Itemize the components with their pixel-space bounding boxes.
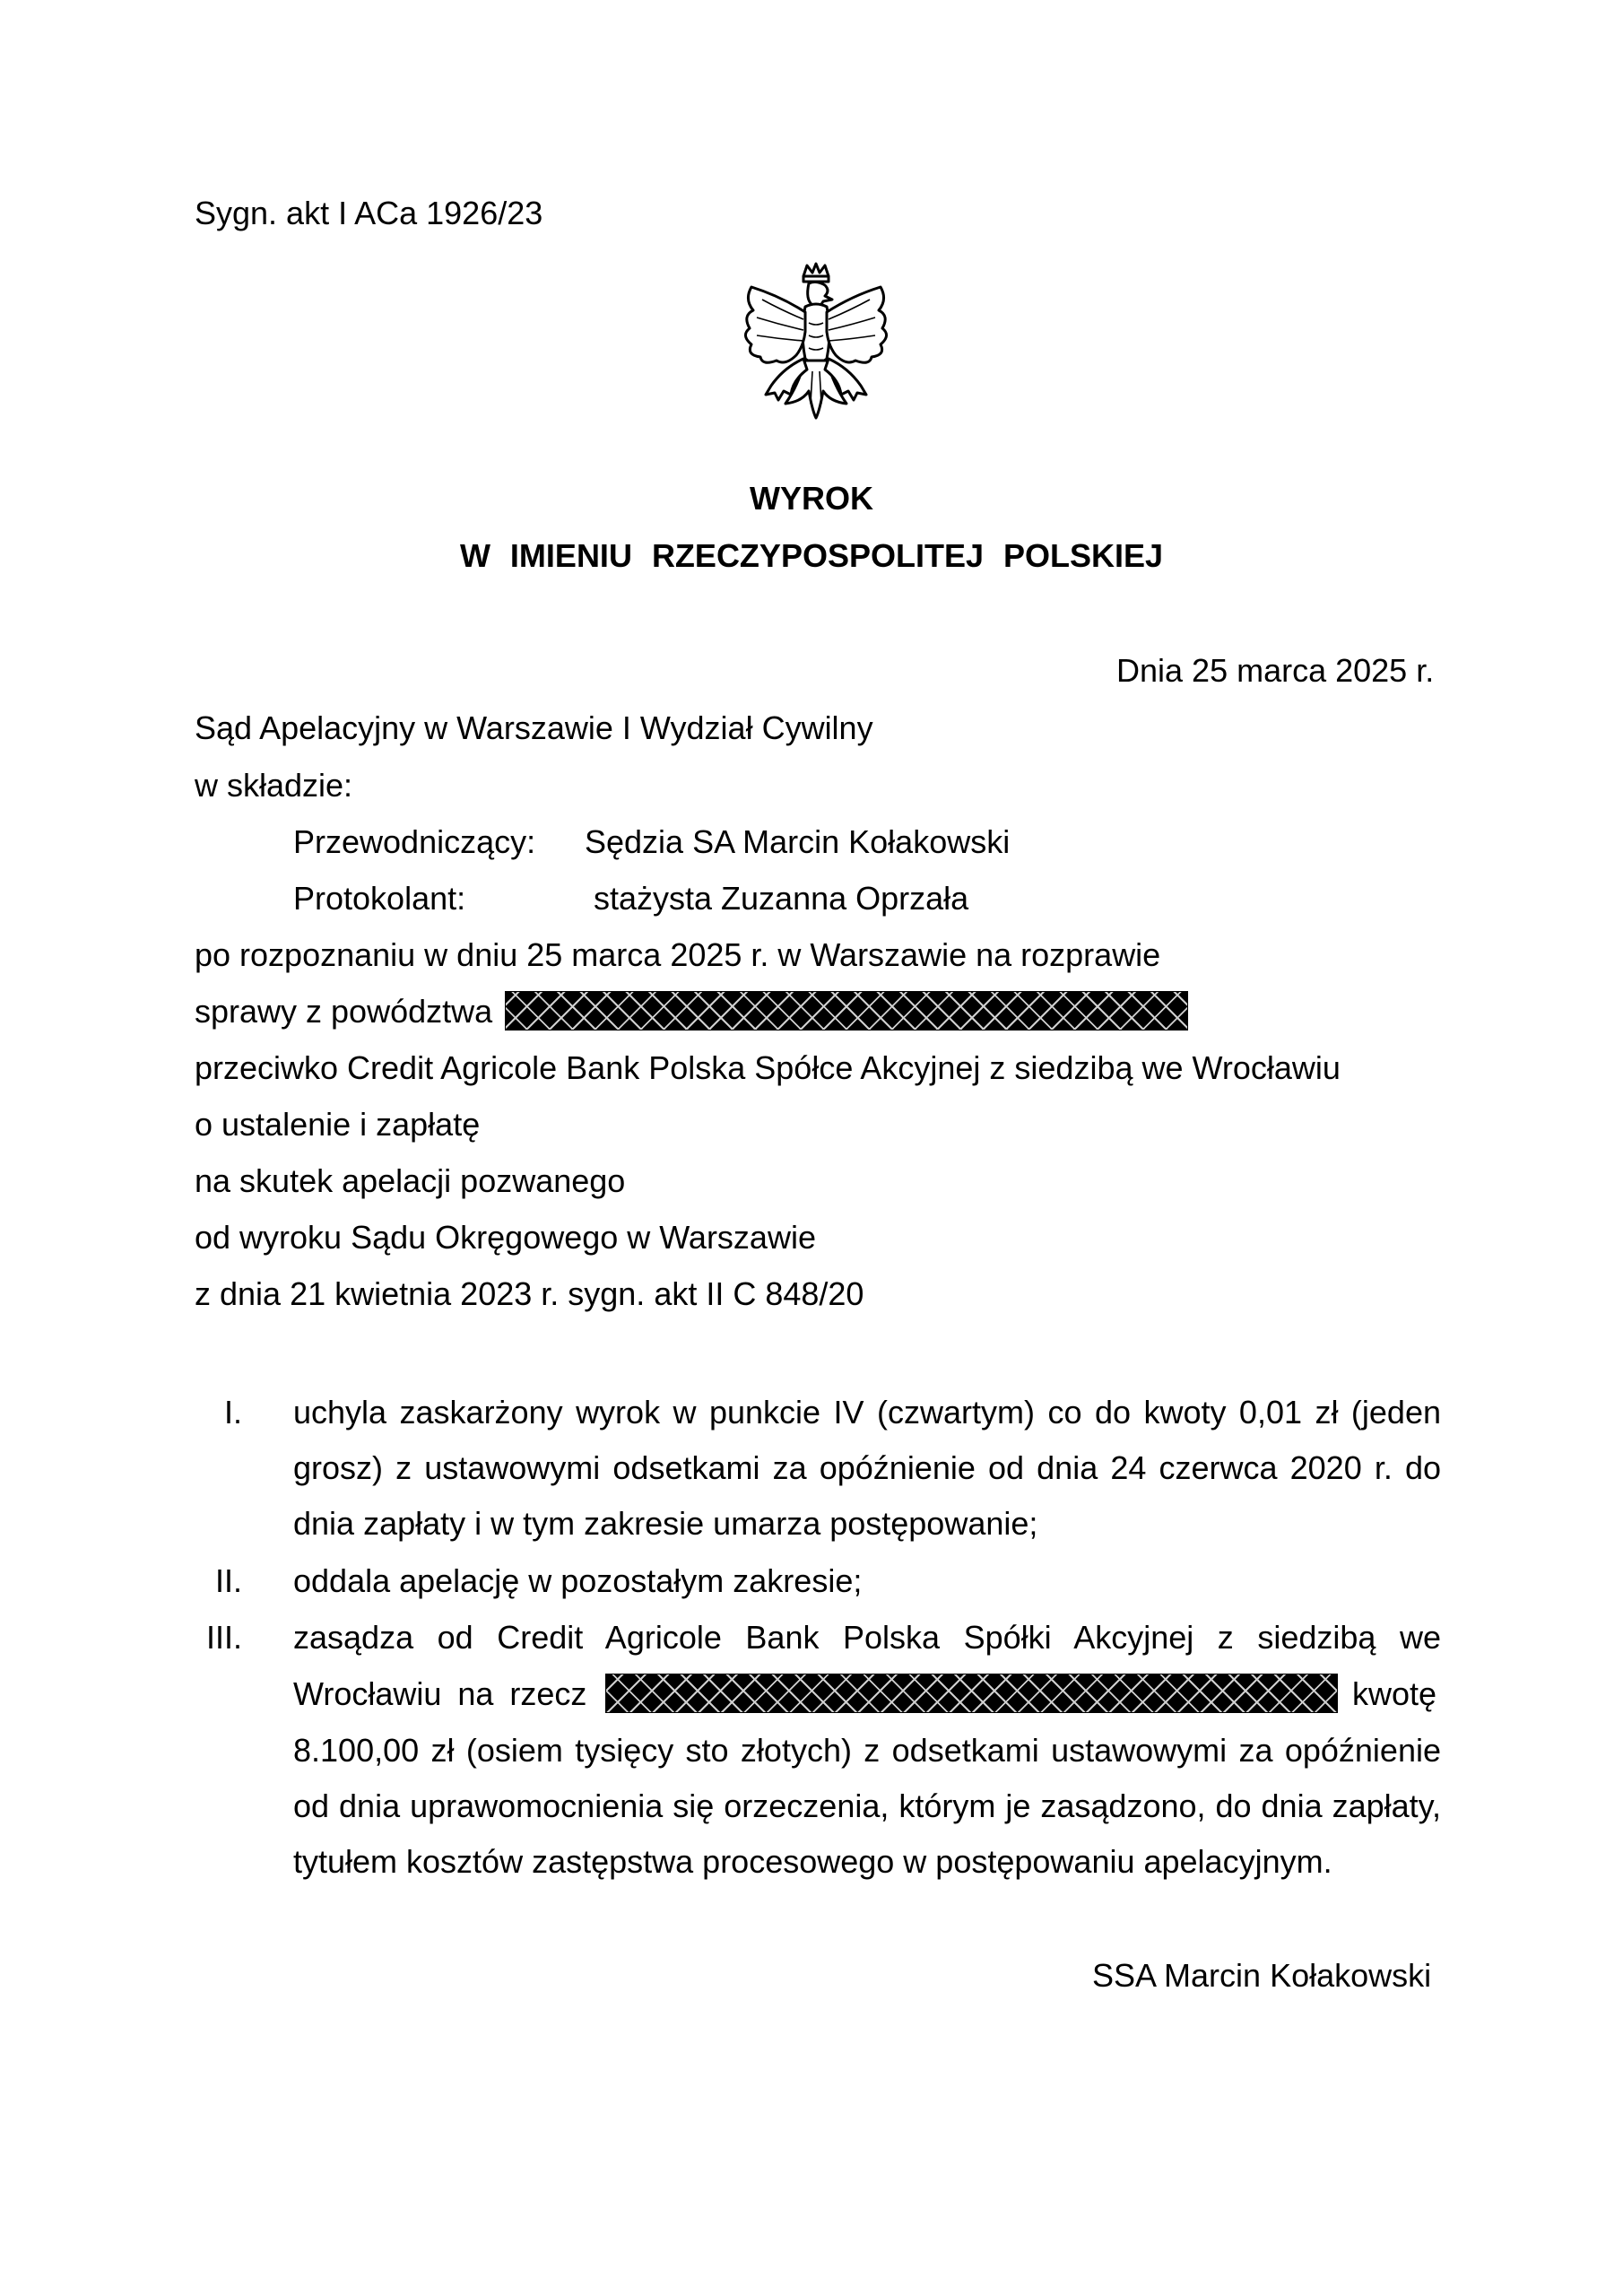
ruling-2-text: oddala apelację w pozostałym zakresie; <box>293 1562 863 1599</box>
defendant-line: przeciwko Credit Agricole Bank Polska Spółce Akcyjnej z siedzibą we Wrocławiu <box>195 1049 1341 1086</box>
judge-signature: SSA Marcin Kołakowski <box>1092 1957 1432 1994</box>
case-signature: Sygn. akt I ACa 1926/23 <box>195 195 543 231</box>
ruling-3-line-1: zasądza od Credit Agricole Bank Polska Spółki Akcyjnej z siedzibą we <box>293 1619 1441 1656</box>
ruling-3-number: III. <box>205 1619 242 1656</box>
polish-eagle-emblem <box>726 260 906 439</box>
presiding-judge: Sędzia SA Marcin Kołakowski <box>585 823 1011 860</box>
ruling-2-number: II. <box>214 1562 242 1599</box>
judgment-date: Dnia 25 marca 2025 r. <box>1116 652 1435 689</box>
ruling-3-line-2-start: Wrocławiu na rzecz <box>293 1675 587 1712</box>
composition-label: w składzie: <box>195 767 353 804</box>
ruling-1-text <box>293 1385 1441 1552</box>
clerk-label: Protokolant: <box>293 880 466 917</box>
lower-court-line: od wyroku Sądu Okręgowego w Warszawie <box>195 1219 816 1256</box>
document-subtitle: W IMIENIU RZECZYPOSPOLITEJ POLSKIEJ <box>459 537 1164 574</box>
clerk-name: stażysta Zuzanna Oprzała <box>594 880 969 917</box>
court-name: Sąd Apelacyjny w Warszawie I Wydział Cywilny <box>195 709 873 746</box>
redacted-beneficiary <box>605 1674 1338 1713</box>
document-title: WYROK <box>750 480 873 517</box>
hearing-line: po rozpoznaniu w dniu 25 marca 2025 r. w Warszawie na rozprawie <box>195 936 1161 973</box>
ruling-3-body: 8.100,00 zł (osiem tysięcy sto złotych) z odsetkami ustawowymi za opóźnienie od dnia uprawomocnienia się orzeczenia, którym je zasądzono, do dnia zapłaty, tytułem kosztów zastępstwa procesowego w postępowaniu apelacyjnym. <box>293 1732 1441 1880</box>
appeal-line: na skutek apelacji pozwanego <box>195 1162 626 1199</box>
presiding-label: Przewodniczący: <box>293 823 536 860</box>
ruling-3-text-rest <box>293 1723 1441 1890</box>
claim-prefix: sprawy z powództwa <box>195 993 493 1030</box>
ruling-3-line-2-end: kwotę <box>1352 1675 1437 1712</box>
ruling-1-number: I. <box>223 1394 242 1431</box>
redacted-claimant <box>505 991 1188 1031</box>
ruling-1-body: uchyla zaskarżony wyrok w punkcie IV (czwartym) co do kwoty 0,01 zł (jeden grosz) z ustawowymi odsetkami za opóźnienie od dnia 24 czerwca 2020 r. do dnia zapłaty i w tym zakresie umarza postępowanie; <box>293 1394 1441 1542</box>
subject-line: o ustalenie i zapłatę <box>195 1106 481 1143</box>
lower-court-date-line: z dnia 21 kwietnia 2023 r. sygn. akt II C 848/20 <box>195 1275 864 1312</box>
